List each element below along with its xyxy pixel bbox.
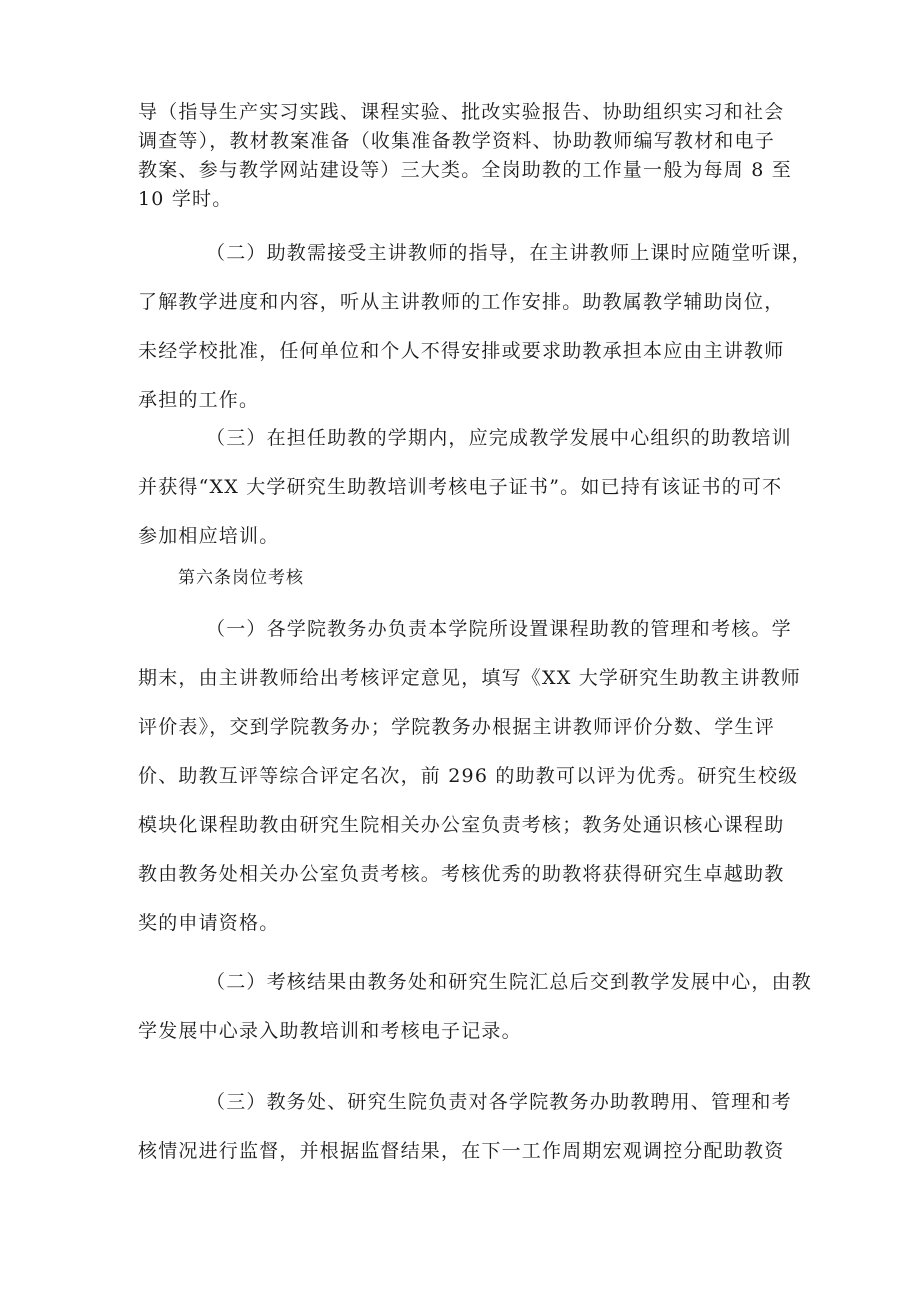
text-line: 教由教务处相关办公室负责考核。考核优秀的助教将获得研究生卓越助教 [138, 863, 785, 885]
text-line: 价、助教互评等综合评定名次，前 296 的助教可以评为优秀。研究生校级 [138, 765, 799, 787]
text-line: 导（指导生产实习实践、课程实验、批改实验报告、协助组织实习和社会 [138, 101, 785, 123]
text-line: 学发展中心录入助教培训和考核电子记录。 [138, 1020, 522, 1042]
text-line: （二）助教需接受主讲教师的指导，在主讲教师上课时应随堂听课， [206, 242, 813, 264]
text-line: 参加相应培训。 [138, 525, 280, 547]
text-line: 奖的申请资格。 [138, 912, 280, 934]
text-line: 承担的工作。 [138, 389, 260, 411]
paragraph-item-4 [138, 605, 801, 948]
paragraph-item-3 [138, 414, 792, 561]
text-line: 调查等），教材教案准备（收集准备教学资料、协助教师编写教材和电子 [138, 130, 775, 152]
text-line: 10 学时。 [138, 188, 233, 210]
text-line: 并获得“XX 大学研究生助教培训考核电子证书”。如已持有该证书的可不 [138, 476, 783, 498]
paragraph-intro [138, 98, 792, 214]
text-line: 期末，由主讲教师给出考核评定意见，填写《XX 大学研究生助教主讲教师 [138, 667, 801, 689]
text-line: 教案、参与教学网站建设等）三大类。全岗助教的工作量一般为每周 8 至 [138, 159, 792, 181]
paragraph-item-2 [138, 229, 813, 425]
paragraph-item-5 [138, 958, 813, 1056]
text-line: 了解教学进度和内容，听从主讲教师的工作安排。助教属教学辅助岗位， [138, 291, 785, 313]
text-line: （三）在担任助教的学期内，应完成教学发展中心组织的助教培训 [206, 427, 792, 449]
text-line: 未经学校批准，任何单位和个人不得安排或要求助教承担本应由主讲教师 [138, 340, 785, 362]
text-line: （一）各学院教务办负责本学院所设置课程助教的管理和考核。学 [206, 618, 792, 640]
text-line: （二）考核结果由教务处和研究生院汇总后交到教学发展中心，由教 [206, 971, 813, 993]
text-line: 模块化课程助教由研究生院相关办公室负责考核；教务处通识核心课程助 [138, 814, 785, 836]
text-line: （三）教务处、研究生院负责对各学院教务办助教聘用、管理和考 [206, 1091, 792, 1113]
text-line: 核情况进行监督，并根据监督结果，在下一工作周期宏观调控分配助教资 [138, 1140, 785, 1162]
paragraph-item-6 [138, 1078, 792, 1176]
article-heading: 第六条岗位考核 [178, 568, 304, 588]
text-line: 评价表》，交到学院教务办；学院教务办根据主讲教师评价分数、学生评 [138, 716, 775, 738]
